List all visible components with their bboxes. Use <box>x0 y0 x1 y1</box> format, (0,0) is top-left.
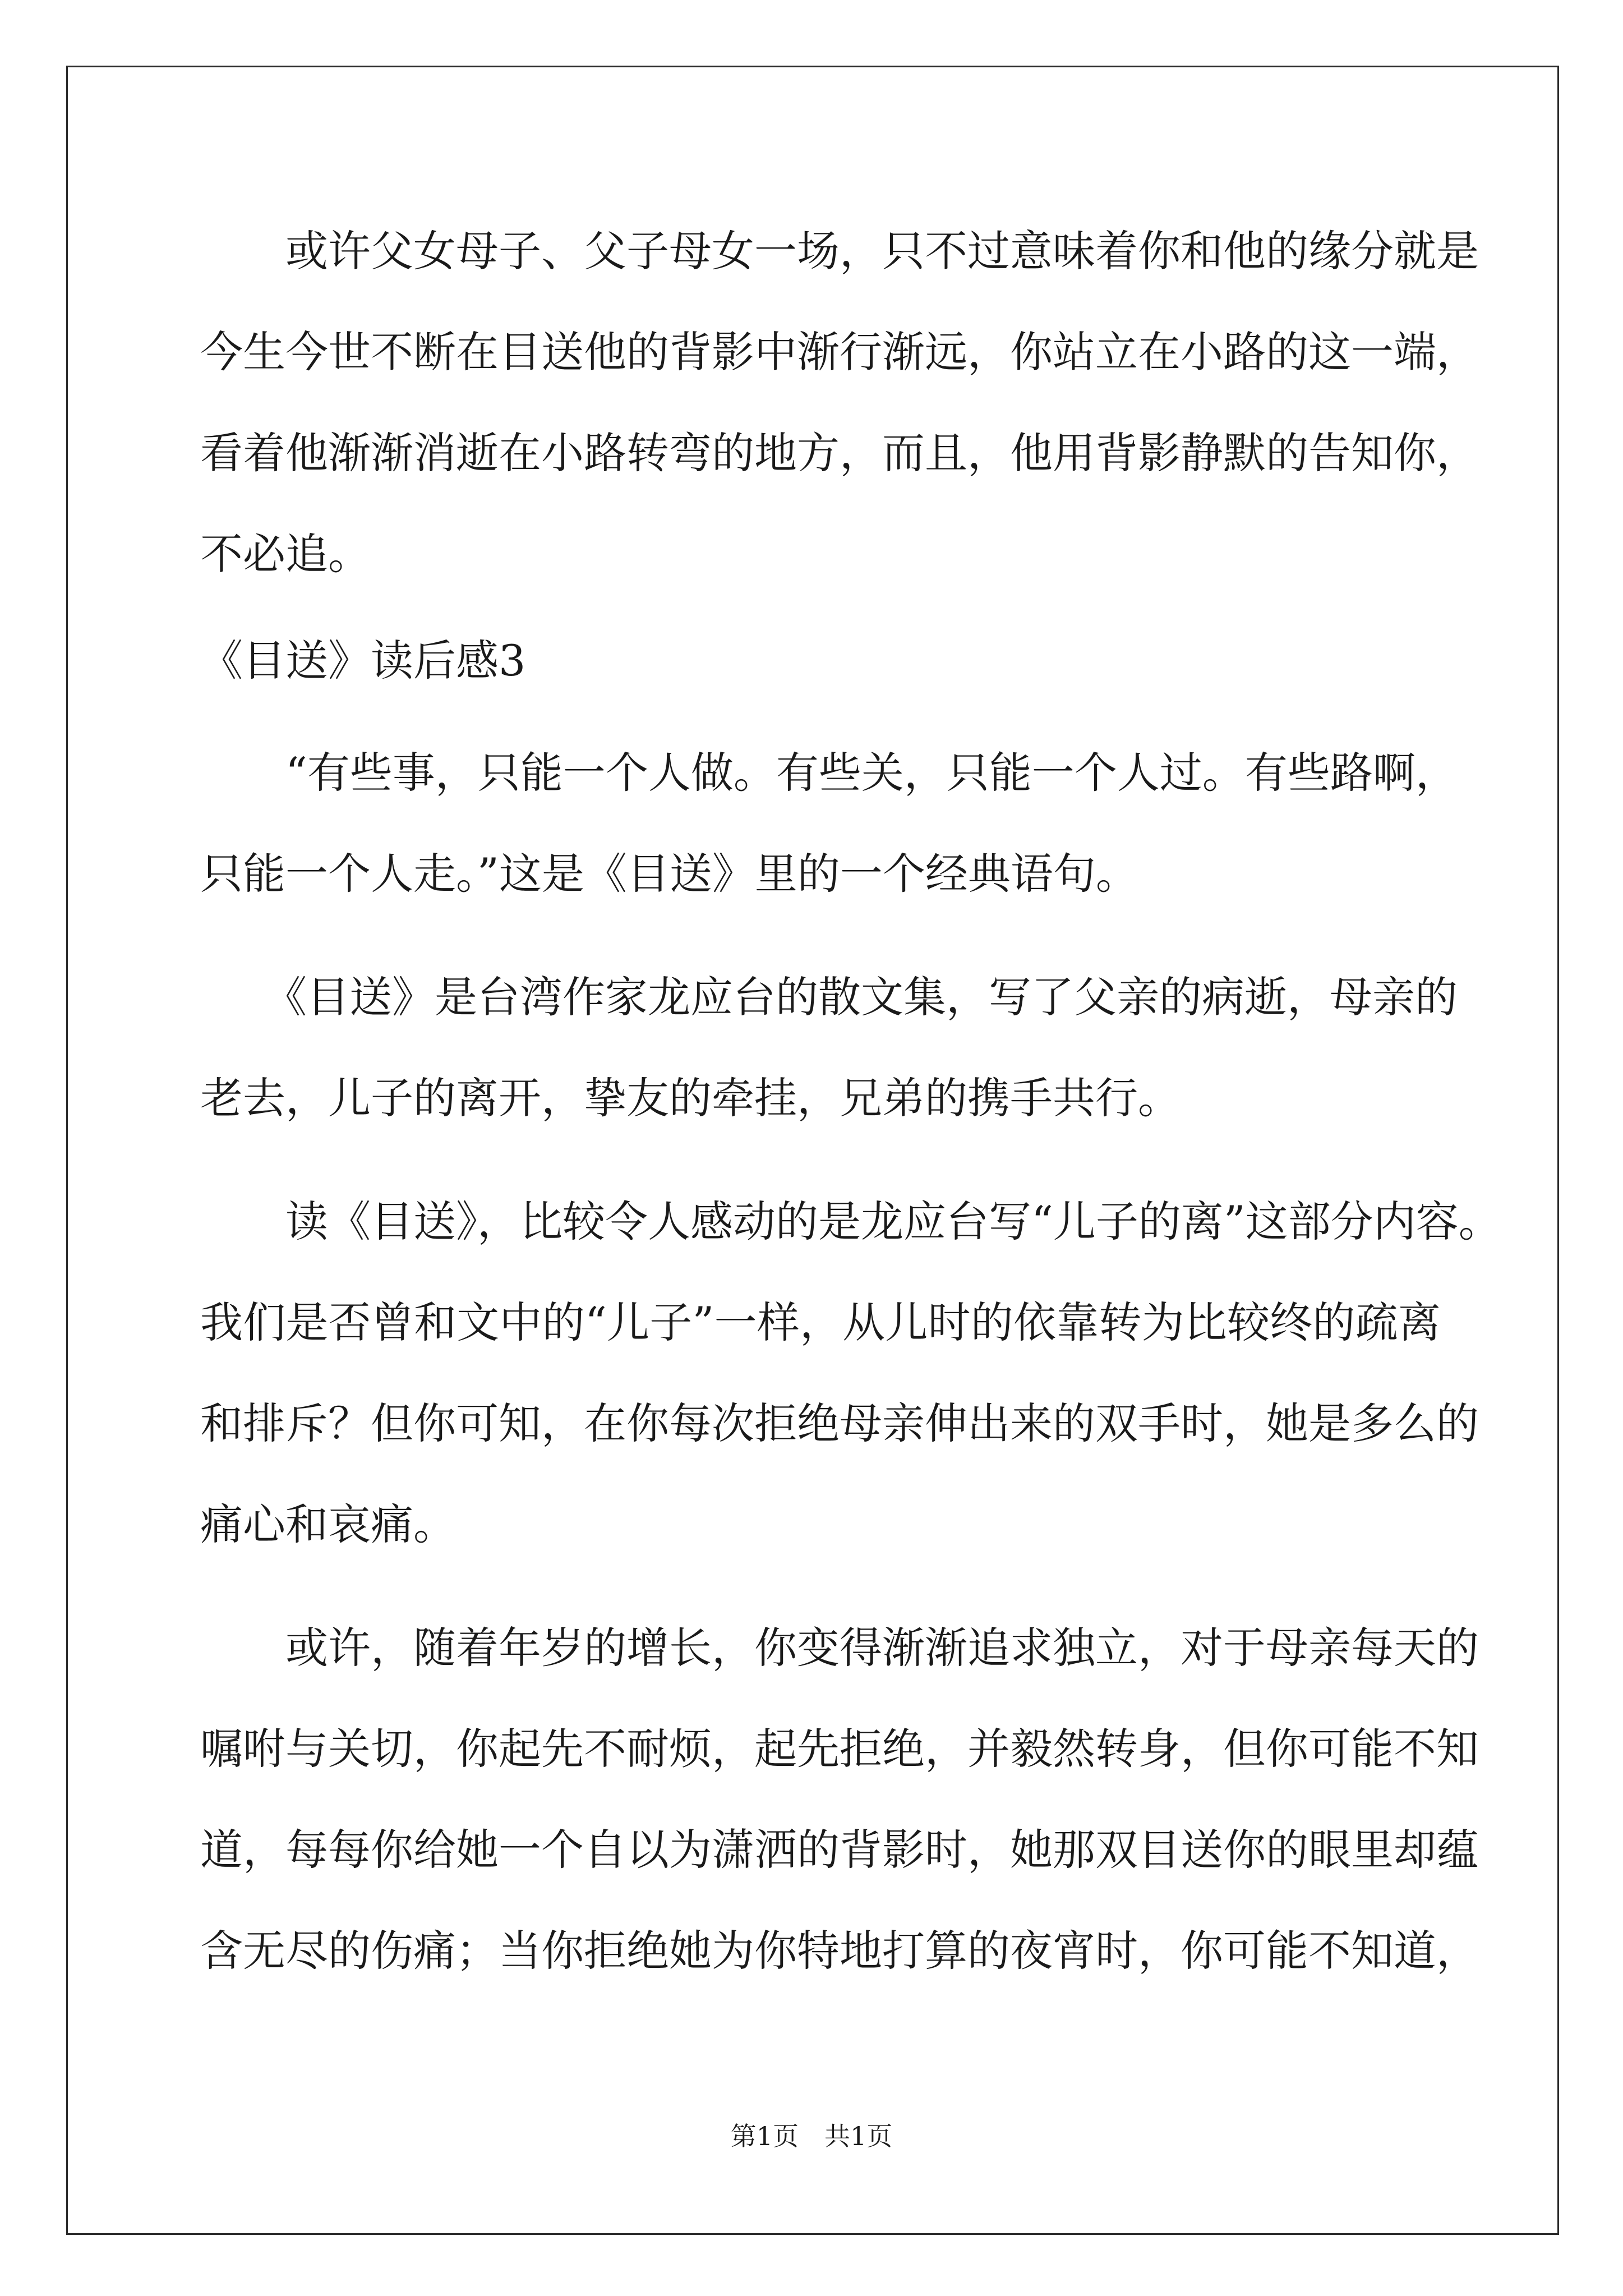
section-heading: 《目送》读后感3 <box>200 636 526 685</box>
paragraph-4-line-3: 和排斥？但你可知，在你每次拒绝母亲伸出来的双手时，她是多么的 <box>200 1398 1479 1448</box>
paragraph-2-line-1: “有些事，只能一个人做。有些关，只能一个人过。有些路啊， <box>200 748 1458 798</box>
page-footer: 第1页 共1页 <box>730 2121 893 2151</box>
paragraph-5-line-2: 嘱咐与关切，你起先不耐烦，起先拒绝，并毅然转身，但你可能不知 <box>200 1724 1479 1774</box>
paragraph-4-line-4: 痛心和哀痛。 <box>200 1499 456 1549</box>
paragraph-5-line-4: 含无尽的伤痛；当你拒绝她为你特地打算的夜宵时，你可能不知道， <box>200 1926 1479 1976</box>
paragraph-1-line-1: 或许父女母子、父子母女一场，只不过意味着你和他的缘分就是 <box>200 226 1479 276</box>
paragraph-2-line-2: 只能一个人走。”这是《目送》里的一个经典语句。 <box>200 849 1138 899</box>
paragraph-3-line-2: 老去，儿子的离开，挚友的牵挂，兄弟的携手共行。 <box>200 1073 1181 1123</box>
paragraph-1-line-3: 看着他渐渐消逝在小路转弯的地方，而且，他用背影静默的告知你， <box>200 428 1479 478</box>
paragraph-5-line-1: 或许，随着年岁的增长，你变得渐渐追求独立，对于母亲每天的 <box>200 1623 1479 1673</box>
paragraph-1-line-2: 今生今世不断在目送他的背影中渐行渐远，你站立在小路的这一端， <box>200 327 1479 377</box>
paragraph-1-line-4: 不必追。 <box>200 529 371 579</box>
paragraph-4-line-2: 我们是否曾和文中的“儿子”一样，从儿时的依靠转为比较终的疏离 <box>200 1297 1441 1347</box>
paragraph-5-line-3: 道，每每你给她一个自以为潇洒的背影时，她那双目送你的眼里却蕴 <box>200 1825 1479 1875</box>
paragraph-3-line-1: 《目送》是台湾作家龙应台的散文集，写了父亲的病逝，母亲的 <box>200 972 1458 1022</box>
paragraph-4-line-1: 读《目送》，比较令人感动的是龙应台写“儿子的离”这部分内容。 <box>200 1197 1501 1246</box>
